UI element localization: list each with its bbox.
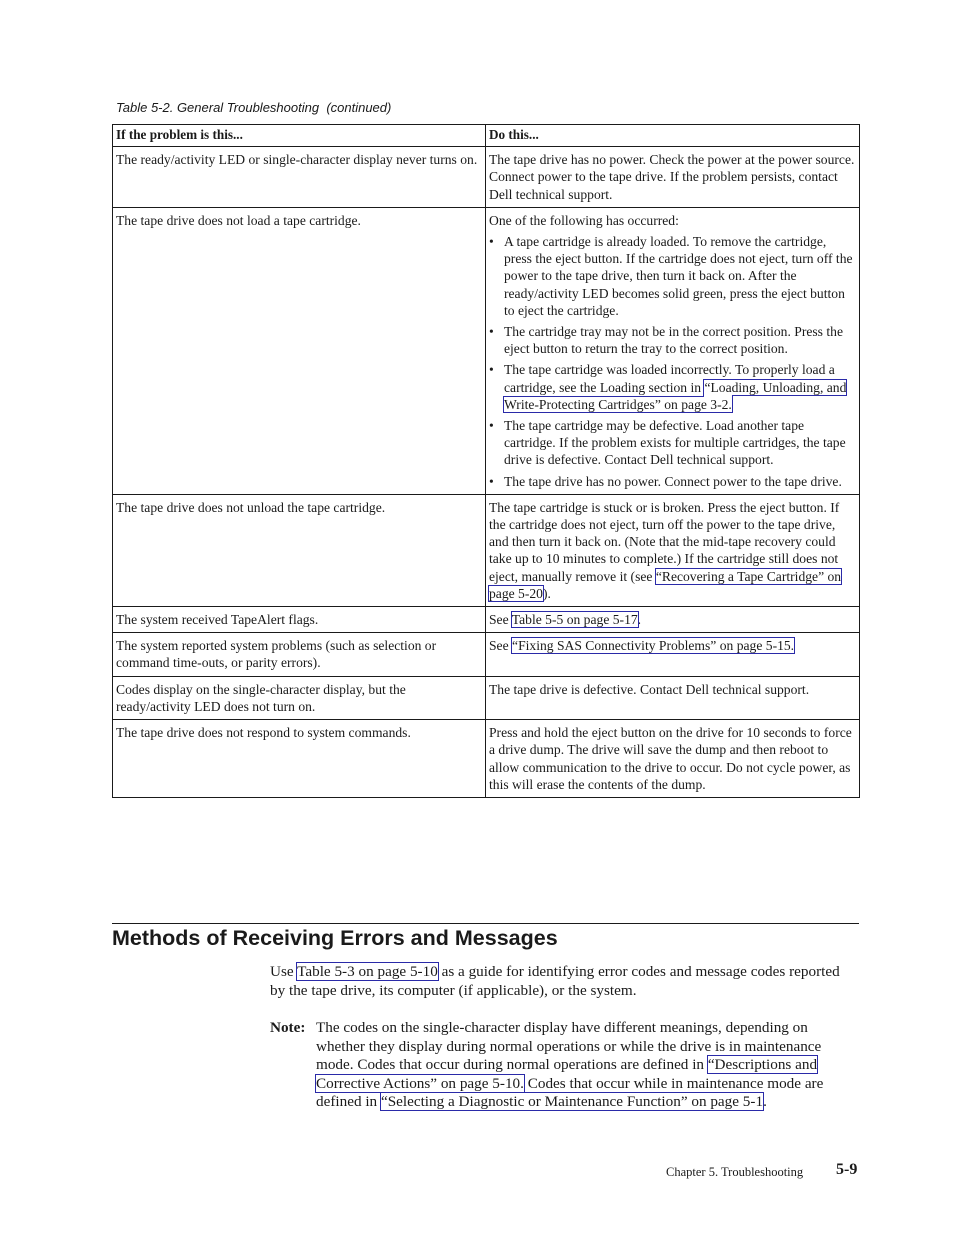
selecting-diagnostic-link[interactable]: “Selecting a Diagnostic or Maintenance Function” on page 5-1 <box>380 1093 764 1110</box>
list-item-text: The cartridge tray may not be in the correct position. Press the eject button to return the tray to the correct position. <box>504 324 843 357</box>
table-5-5-link[interactable]: Table 5-5 on page 5-17 <box>511 612 638 628</box>
bullet-icon: • <box>489 234 494 250</box>
table-row <box>113 633 860 676</box>
table-row <box>113 147 860 208</box>
action-text-end: . <box>637 612 642 628</box>
page-number: 5-9 <box>836 1161 858 1178</box>
intro-suffix: as a guide for identifying error codes and message codes reported by the tape drive, its computer (if applicable), or the system. <box>270 963 840 999</box>
problem-cell: The ready/activity LED or single-character display never turns on. <box>113 147 486 208</box>
table-5-3-link[interactable]: Table 5-3 on page 5-10 <box>297 963 438 980</box>
problem-cell: The system received TapeAlert flags. <box>113 607 486 633</box>
action-cell: The tape drive is defective. Contact Dell technical support. <box>486 676 860 719</box>
note-body <box>316 1019 860 1112</box>
table-row <box>113 676 860 719</box>
list-item <box>489 233 855 319</box>
section-intro <box>270 963 850 1000</box>
table-caption-label: Table 5-2. General Troubleshooting <box>116 100 320 115</box>
problem-cell: The tape drive does not respond to system commands. <box>113 720 486 798</box>
bullet-icon: • <box>489 324 494 340</box>
list-item-text: The tape cartridge may be defective. Load another tape cartridge. If the problem exists for multiple cartridges, the tape drive is defective. Contact Dell technical support. <box>504 418 846 468</box>
section-divider <box>112 923 859 924</box>
table-header-row <box>113 125 860 147</box>
sas-connectivity-link[interactable]: “Fixing SAS Connectivity Problems” on page 5-15. <box>512 638 795 654</box>
action-cell: The tape drive has no power. Check the power at the power source. Connect power to the tape drive. If the problem persists, contact Dell technical support. <box>486 147 860 208</box>
list-item-text: A tape cartridge is already loaded. To remove the cartridge, press the eject button. If the cartridge does not eject, turn off the power to the tape drive, then turn it back on. After the ready/activity LED becomes solid green, press the eject button to eject the cartridge. <box>504 234 853 318</box>
table-row <box>113 607 860 633</box>
table-row <box>113 207 860 494</box>
bullet-icon: • <box>489 362 494 378</box>
action-text: The tape cartridge is stuck or is broken. Press the eject button. If the cartridge does not eject, turn off the power to the tape drive, and then turn it back on. (Note that the mid-tape recovery could take up to 10 minutes to complete.) If the cartridge still does not eject, manually remove it (see <box>489 499 840 584</box>
action-bullet-list <box>489 233 855 490</box>
problem-cell: The tape drive does not unload the tape cartridge. <box>113 494 486 606</box>
note-text: The codes on the single-character display have different meanings, depending on whether they display during normal operations or while the drive is in maintenance mode. Codes that occur during normal operations are defined in <box>316 1019 822 1073</box>
list-item-text: The tape drive has no power. Connect power to the tape drive. <box>504 473 842 489</box>
problem-cell: The system reported system problems (such as selection or command time-outs, or parity errors). <box>113 633 486 676</box>
list-item <box>489 473 855 490</box>
action-intro: One of the following has occurred: <box>489 212 679 228</box>
table-caption-suffix: (continued) <box>326 100 392 115</box>
action-prefix: See <box>489 638 513 654</box>
list-item-text: The tape cartridge was loaded incorrectly. To properly load a cartridge, see the Loading section in <box>504 362 835 395</box>
list-item <box>489 323 855 357</box>
descriptions-corrective-actions-link[interactable]: “Descriptions and Corrective Actions” on page 5-10. <box>316 1056 818 1092</box>
action-text-end: ). <box>542 585 551 601</box>
table-row <box>113 720 860 798</box>
note-label: Note: <box>270 1019 306 1036</box>
column-header-problem: If the problem is this... <box>113 125 486 147</box>
section-heading: Methods of Receiving Errors and Messages <box>112 926 558 950</box>
note-text: Codes that occur while in maintenance mode are defined in <box>316 1074 824 1110</box>
note-block <box>270 1019 860 1112</box>
bullet-icon: • <box>489 473 494 489</box>
intro-prefix: Use <box>270 963 298 980</box>
bullet-icon: • <box>489 418 494 434</box>
table-caption <box>116 100 391 115</box>
action-cell <box>486 633 860 676</box>
list-item <box>489 417 855 469</box>
action-prefix: See <box>489 612 512 628</box>
action-cell <box>486 494 860 606</box>
loading-cartridges-link[interactable]: “Loading, Unloading, and Write-Protecting Cartridges” on page 3-2. <box>504 379 847 412</box>
action-cell <box>486 207 860 494</box>
problem-cell: The tape drive does not load a tape cartridge. <box>113 207 486 494</box>
table-row <box>113 494 860 606</box>
action-cell <box>486 607 860 633</box>
note-end: . <box>763 1093 767 1110</box>
list-item <box>489 361 855 413</box>
troubleshooting-table <box>112 124 860 798</box>
footer-chapter: Chapter 5. Troubleshooting <box>666 1165 804 1179</box>
problem-cell: Codes display on the single-character display, but the ready/activity LED does not turn on. <box>113 676 486 719</box>
recovering-cartridge-link[interactable]: “Recovering a Tape Cartridge” on page 5-20 <box>489 568 842 601</box>
action-cell: Press and hold the eject button on the drive for 10 seconds to force a drive dump. The drive will save the dump and then reboot to allow communication to the drive to occur. Do not cycle power, as this will erase the contents of the dump. <box>486 720 860 798</box>
column-header-action: Do this... <box>486 125 860 147</box>
